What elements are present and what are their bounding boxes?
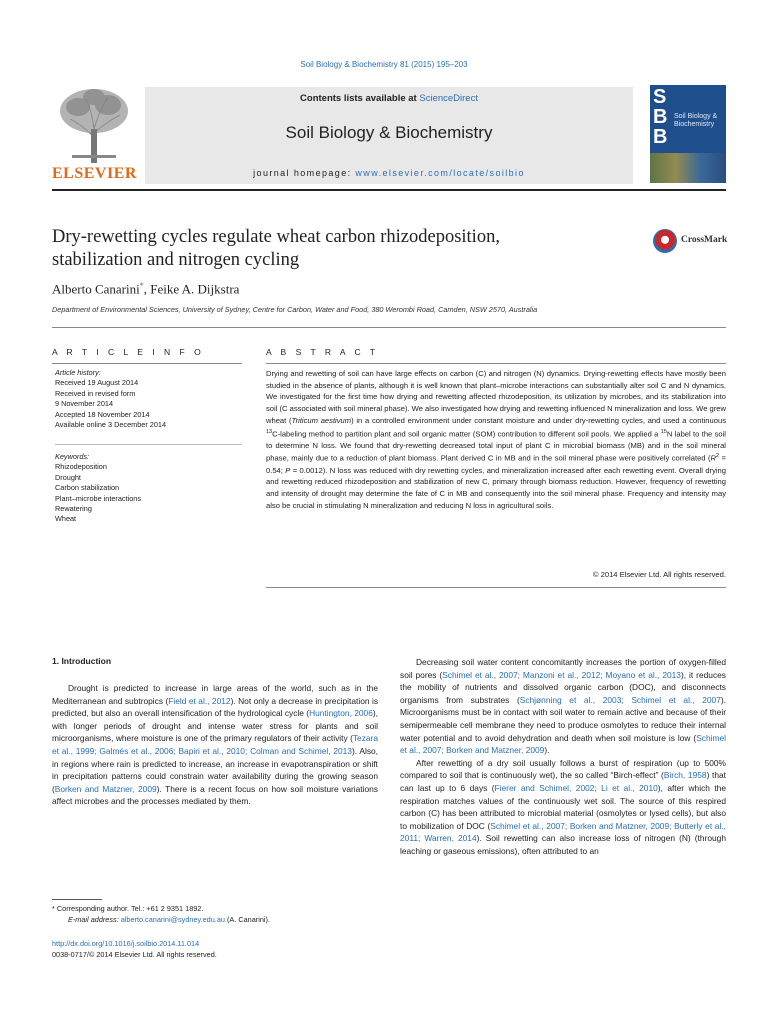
- divider: [266, 587, 726, 588]
- corresponding-author-link[interactable]: *: [139, 281, 144, 290]
- abstract-copyright: © 2014 Elsevier Ltd. All rights reserved.: [592, 570, 726, 579]
- cover-letters: [653, 87, 667, 147]
- email-link[interactable]: alberto.canarini@sydney.edu.au: [120, 915, 225, 924]
- citation-link[interactable]: Borken and Matzner, 2009: [54, 783, 157, 794]
- homepage-label: journal homepage:: [253, 168, 356, 178]
- body-column-right: [400, 656, 726, 858]
- title-line: Dry-rewetting cycles regulate wheat carbon rhizodeposition,: [52, 227, 500, 247]
- body-column-left: [52, 682, 378, 808]
- doi-block: [52, 939, 217, 960]
- sciencedirect-link[interactable]: ScienceDirect: [419, 93, 478, 104]
- citation-link[interactable]: Huntington, 2006: [309, 708, 373, 719]
- cover-letter: B: [653, 106, 668, 128]
- citation-link[interactable]: Schimel et al., 2007; Manzoni et al., 2012; Moyano et al., 2013: [442, 669, 681, 680]
- citation-link[interactable]: Fierer and Schimel, 2002; Li et al., 2010: [494, 782, 658, 793]
- email-suffix: (A. Canarini).: [224, 915, 270, 924]
- corresponding-author-note: Corresponding author. Tel.: +61 2 9351 1892.: [54, 904, 204, 913]
- title-line: stabilization and nitrogen cycling: [52, 250, 300, 270]
- history-item: Received 19 August 2014: [55, 378, 139, 388]
- keyword: Plant–microbe interactions: [55, 493, 141, 503]
- tree-icon: [52, 85, 136, 165]
- citation-link[interactable]: Birch, 1958: [663, 770, 707, 781]
- article-title: [52, 226, 632, 272]
- crossmark-icon: [653, 229, 677, 253]
- issn-copyright: 0038-0717/© 2014 Elsevier Ltd. All rights reserved.: [52, 949, 217, 959]
- keyword: Wheat: [55, 514, 77, 524]
- keyword: Drought: [55, 472, 81, 482]
- crossmark-label: CrossMark: [681, 235, 728, 245]
- paragraph: After rewetting of a dry soil usually follows a burst of respiration (up to 500% compared to soil that is continuously wet), the so called “Birch-effect” (Birch, 1958) that can last up to 6 days (Fierer and Schimel, 2002; Li et al., 2010), after which the respiration matches values of the continuously wet soil. The source of this respired carbon (C) has been attributed to microbial material (osmolytes or lysed cells), but also to mobilization of DOC (Schimel et al., 2007; Borken and Matzner, 2009; Butterly et al., 2011; Warren, 2014). Soil rewetting can also increase loss of nitrogen (N) (through leaching or gaseous emissions), often attributed to an: [400, 757, 726, 856]
- citation-link[interactable]: Schimel et al., 2007; Borken and Matzner, 2009: [400, 732, 726, 756]
- divider: [52, 327, 726, 328]
- contents-label: Contents lists available at: [300, 93, 420, 104]
- paragraph: Decreasing soil water content concomitantly increases the portion of oxygen-filled soil pores (Schimel et al., 2007; Manzoni et al., 2012; Moyano et al., 2013), it reduces the mobility of nutrients and dissolved organic carbon (DOC), and disconnects organisms from substrates (Schjønning et al., 2003; Schimel et al., 2007). Microorganisms must be in contact with soil water to remain active and because of their semipermeable cell membrane they need to produce osmolytes to reduce their internal water potential and to avoid dehydration and death when soil moisture is low (Schimel et al., 2007; Borken and Matzner, 2009).: [400, 657, 726, 756]
- affiliation: Department of Environmental Sciences, University of Sydney, Centre for Carbon, Water and Food, 380 Werombi Road, Camden, NSW 2570, Australia: [52, 305, 538, 314]
- footnote-rule: [52, 899, 102, 900]
- article-history: [55, 368, 166, 430]
- cover-journal-name: Soil Biology & Biochemistry: [674, 113, 718, 128]
- abstract-heading: A B S T R A C T: [266, 347, 379, 357]
- history-item: Accepted 18 November 2014: [55, 409, 150, 419]
- citation-link[interactable]: Tezara et al., 1999; Galmés et al., 2006; Bapiri et al., 2010; Colman and Schimel, 2013: [52, 733, 378, 756]
- keyword: Rhizodeposition: [55, 462, 107, 472]
- cover-image: [650, 153, 726, 183]
- footnote-mark: *: [52, 904, 55, 913]
- journal-homepage: [145, 168, 633, 178]
- elsevier-logo: [52, 85, 136, 183]
- homepage-link[interactable]: www.elsevier.com/locate/soilbio: [355, 168, 525, 178]
- publisher-name: ELSEVIER: [52, 165, 137, 182]
- keyword: Rewatering: [55, 504, 92, 514]
- history-item: Received in revised form: [55, 388, 136, 398]
- author-list: [52, 281, 239, 297]
- divider: [266, 363, 726, 364]
- history-label: Article history:: [55, 368, 101, 377]
- journal-citation-link[interactable]: Soil Biology & Biochemistry 81 (2015) 195–203: [300, 60, 468, 69]
- keywords: [55, 452, 141, 525]
- history-item: Available online 3 December 2014: [55, 420, 167, 430]
- contents-line: [145, 93, 633, 104]
- article-info-heading: A R T I C L E I N F O: [52, 347, 205, 357]
- keyword: Carbon stabilization: [55, 483, 120, 493]
- citation-link[interactable]: Schimel et al., 2007; Borken and Matzner, 2009; Butterly et al., 2011; Warren, 2014: [400, 820, 726, 844]
- divider: [55, 444, 242, 445]
- history-item: 9 November 2014: [55, 399, 114, 409]
- paragraph: Drought is predicted to increase in large areas of the world, such as in the Mediterranean and subtropics (Field et al., 2012). Not only a decrease in precipitation is predicted, but also an overall intensification of the hydrological cycle (Huntington, 2006), with longer periods of drought and intense water stress for plants and soil microorganisms, where moisture is one of the primary regulators of their activity (Tezara et al., 1999; Galmés et al., 2006; Bapiri et al., 2010; Colman and Schimel, 2013). Also, in regions where rain is predicted to increase, an increase in evapotranspiration or shift in precipitation patterns could constrain water availability during the growing season (Borken and Matzner, 2009). There is a recent focus on how soil moisture variations affect microbes and the processes mediated by them.: [52, 683, 379, 807]
- crossmark-badge[interactable]: [653, 228, 728, 256]
- citation-link[interactable]: Schjønning et al., 2003; Schimel et al., 2007: [519, 694, 721, 705]
- header-rule: [52, 189, 726, 191]
- author-name: Feike A. Dijkstra: [150, 281, 240, 297]
- author-separator: ,: [143, 281, 151, 297]
- cover-letter: S: [653, 86, 667, 108]
- section-heading-introduction: 1. Introduction: [52, 656, 112, 666]
- divider: [52, 363, 242, 364]
- keywords-label: Keywords:: [55, 452, 90, 461]
- abstract-text: Drying and rewetting of soil can have large effects on carbon (C) and nitrogen (N) dynamics. Drying-rewetting effects have mostly been studied in the absence of plants, although it is well known that plant–microbe interactions can substantially alter soil C and N dynamics. We investigated for the first time how drying and rewetting affected rhizodeposition, its utilization by microbes, and its stabilization into soil (C associated with soil mineral phase). We also investigated how drying and rewetting influenced N mineralization and loss. We grew wheat (Triticum aestivum) in a controlled environment under constant moisture and under dry-rewetting cycles, and used a continuous $^{13}$C-labeling method to partition plant and soil organic matter (SOM) contribution to different soil pools. We applied a $^{15}$N label to the soil to determine N loss. We found that dry-rewetting decreased total input of plant C in microbial biomass (MB) and in the soil mineral phase, mainly due to a reduction of plant biomass. Plant derived C in MB and in the soil mineral phase were positively correlated ($R^2 = 0.54$; P = 0.0012). N loss was reduced with dry rewetting cycles, and mineralization increased after each rewetting event. Overall drying and rewetting reduced rhizodeposition and stabilization of new C, primary through biomass reduction. However, frequency of rewetting and intensity of drought may determine the fate of C in MB and consequently into the soil mineral phase. Frequency and intensity may also be crucial in stimulating N mineralization and reducing N loss in agricultural soils.: [266, 369, 727, 510]
- email-label: E-mail address:: [68, 915, 121, 924]
- journal-masthead: [145, 87, 633, 184]
- footnote: [52, 903, 382, 925]
- citation-link[interactable]: Field et al., 2012: [168, 695, 231, 706]
- cover-letter: B: [653, 126, 668, 148]
- journal-title: Soil Biology & Biochemistry: [285, 123, 493, 142]
- author-name: Alberto Canarini: [52, 281, 140, 297]
- doi-link[interactable]: http://dx.doi.org/10.1016/j.soilbio.2014.11.014: [52, 939, 200, 948]
- journal-cover-thumbnail[interactable]: [650, 85, 726, 183]
